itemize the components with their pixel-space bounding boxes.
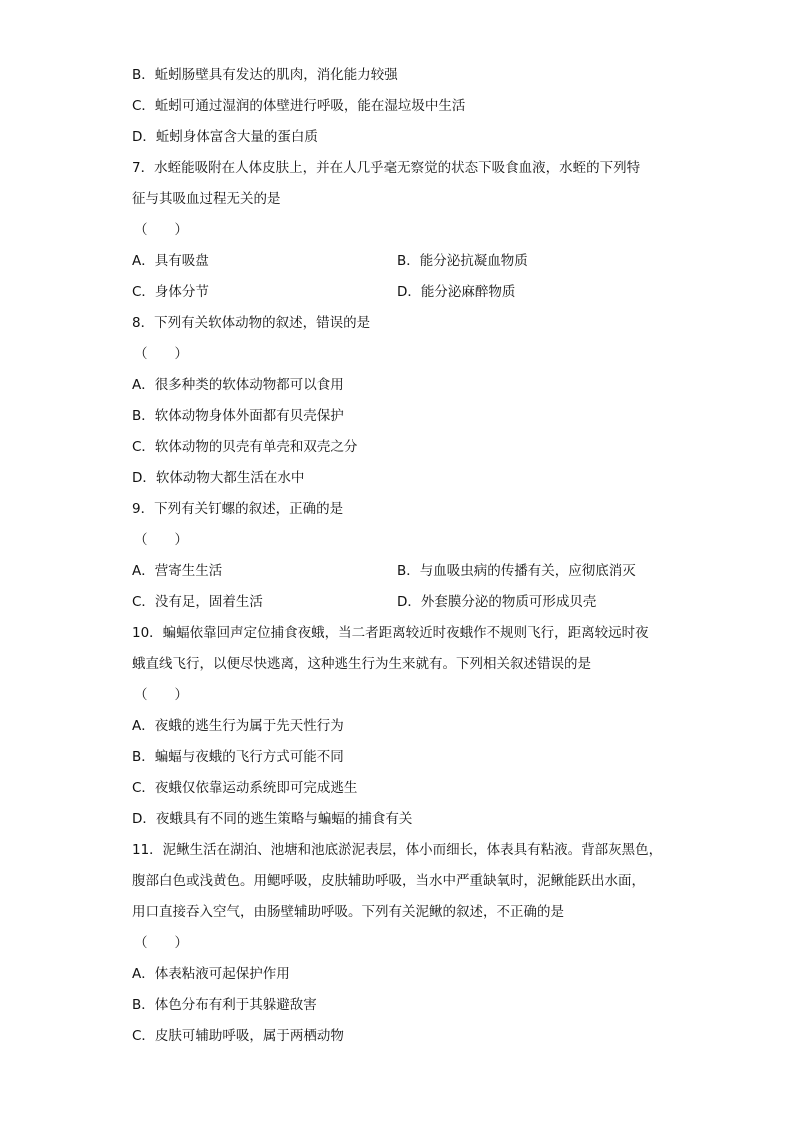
q7-option-a: A．具有吸盘 — [132, 253, 209, 269]
q8-option-c: C．软体动物的贝壳有单壳和双壳之分 — [132, 439, 358, 455]
q9-answer-paren: （ ） — [134, 532, 188, 548]
q6-option-d: D．蚯蚓身体富含大量的蛋白质 — [132, 129, 318, 145]
q9-option-d: D．外套膜分泌的物质可形成贝壳 — [397, 594, 597, 610]
q7-option-b: B．能分泌抗凝血物质 — [397, 253, 528, 269]
q7-stem-line1: 7．水蛭能吸附在人体皮肤上，并在人几乎毫无察觉的状态下吸食血液，水蛭的下列特 — [132, 160, 641, 176]
q10-option-c: C．夜蛾仅依靠运动系统即可完成逃生 — [132, 780, 358, 796]
q7-options-row2 — [132, 277, 662, 308]
q8-answer-paren: （ ） — [134, 346, 188, 362]
q7-stem-line2: 征与其吸血过程无关的是 — [132, 191, 281, 207]
q11-option-a: A．体表粘液可起保护作用 — [132, 966, 290, 982]
q8-option-a: A．很多种类的软体动物都可以食用 — [132, 377, 344, 393]
q9-option-a: A．营寄生生活 — [132, 563, 223, 579]
q10-option-a: A．夜蛾的逃生行为属于先天性行为 — [132, 718, 344, 734]
q7-option-c: C．身体分节 — [132, 284, 209, 300]
q8-stem: 8．下列有关软体动物的叙述，错误的是 — [132, 315, 371, 331]
q9-option-c: C．没有足，固着生活 — [132, 594, 263, 610]
q10-stem-line1: 10．蝙蝠依靠回声定位捕食夜蛾，当二者距离较近时夜蛾作不规则飞行，距离较远时夜 — [132, 625, 649, 641]
q10-option-d: D．夜蛾具有不同的逃生策略与蝙蝠的捕食有关 — [132, 811, 413, 827]
q11-stem-line3: 用口直接吞入空气，由肠壁辅助呼吸。下列有关泥鳅的叙述，不正确的是 — [132, 904, 564, 920]
q10-stem-line2: 蛾直线飞行，以便尽快逃离，这种逃生行为生来就有。下列相关叙述错误的是 — [132, 656, 591, 672]
q9-options-row2 — [132, 587, 662, 618]
q7-option-d: D．能分泌麻醉物质 — [397, 284, 516, 300]
q7-options-row1 — [132, 246, 662, 277]
q8-option-b: B．软体动物身体外面都有贝壳保护 — [132, 408, 344, 424]
q10-answer-paren: （ ） — [134, 687, 188, 703]
q6-option-b: B．蚯蚓肠壁具有发达的肌肉，消化能力较强 — [132, 67, 398, 83]
q10-option-b: B．蝙蝠与夜蛾的飞行方式可能不同 — [132, 749, 344, 765]
q11-stem-line2: 腹部白色或浅黄色。用鳃呼吸，皮肤辅助呼吸，当水中严重缺氧时，泥鳅能跃出水面， — [132, 873, 645, 889]
q11-answer-paren: （ ） — [134, 935, 188, 951]
q9-option-b: B．与血吸虫病的传播有关，应彻底消灭 — [397, 563, 636, 579]
q9-stem: 9．下列有关钉螺的叙述，正确的是 — [132, 501, 344, 517]
q8-option-d: D．软体动物大都生活在水中 — [132, 470, 305, 486]
q9-options-row1 — [132, 556, 662, 587]
q6-option-c: C．蚯蚓可通过湿润的体壁进行呼吸，能在湿垃圾中生活 — [132, 98, 466, 114]
q11-option-c: C．皮肤可辅助呼吸，属于两栖动物 — [132, 1028, 344, 1044]
q11-stem-line1: 11．泥鳅生活在湖泊、池塘和池底淤泥表层，体小而细长，体表具有粘液。背部灰黑色， — [132, 842, 663, 858]
q7-answer-paren: （ ） — [134, 222, 188, 238]
exam-page — [132, 60, 662, 1052]
q11-option-b: B．体色分布有利于其躲避敌害 — [132, 997, 317, 1013]
